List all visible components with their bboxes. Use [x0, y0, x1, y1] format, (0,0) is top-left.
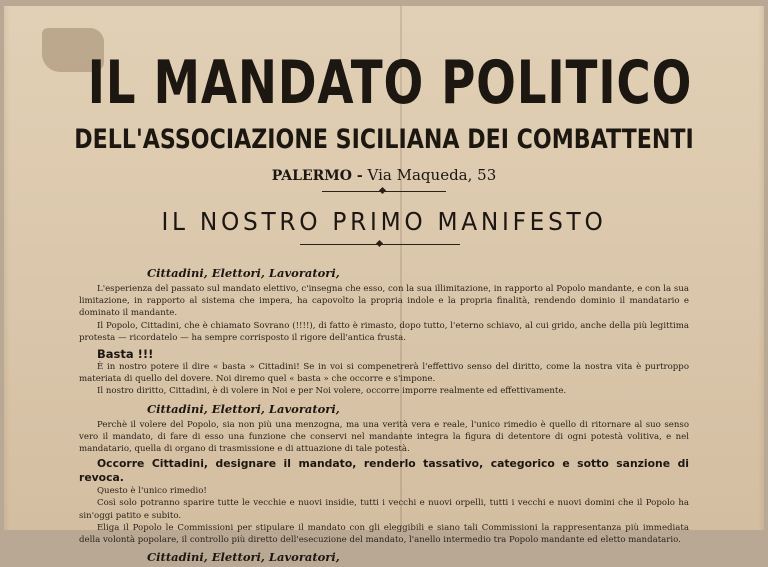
greeting: Cittadini, Elettori, Lavoratori, [147, 401, 340, 416]
body-paragraph: L'esperienza del passato sul mandato elettivo, c'insegna che esso, con la sua illimitazione, in rapporto al Popolo mandante, e con la sua limitazione, in rapporto al sistema che impera, ha capovolto la propria indole e la propria finalità, rendendo dominio il mandatario e dominato il mandante. [79, 284, 689, 319]
basta-heading: Basta !!! [97, 347, 154, 362]
poster-sheet [4, 6, 764, 565]
ornament-dot-top [379, 187, 386, 194]
occorre-heading: Occorre Cittadini, designare il mandato, renderlo tassativo, categorico e sotto sanzione di revoca. [79, 457, 689, 484]
body-paragraph: È in nostro potere il dire « basta » Cittadini! Se in voi si compenetrerà l'effettivo senso del diritto, come la nostra vita è purtroppo materiata di quello del dovere. Noi diremo quel « basta » che occorre e s'impone. [79, 362, 689, 385]
poster-address [4, 166, 764, 185]
ornament-dot-bottom [376, 240, 383, 247]
address-city: PALERMO - [271, 168, 363, 184]
address-street: Via Maqueda, 53 [367, 166, 497, 184]
body-paragraph: Così solo potranno sparire tutte le vecchie e nuovi insidie, tutti i vecchi e nuovi orpelli, tutti i vecchi e nuovi domini che il Popolo ha sin'oggi patito e subito. [79, 498, 689, 521]
body-paragraph: Perchè il volere del Popolo, sia non più una menzogna, ma una verità vera e reale, l'unico rimedio è quello di ritornare al suo senso vero il mandato, di fare di esso una funzione che conservi nel mandante integra la figura di detentore di ogni potestà volitiva, e nel mandatario, quella di organo di trasmissione e di attuazione di tale potestà. [79, 419, 689, 455]
body-paragraph: Il Popolo, Cittadini, che è chiamato Sovrano (!!!!), di fatto è rimasto, dopo tutto, l'eterno schiavo, al cui grido, anche della più legittima protesta — ricordatelo — ha sempre corrisposto il rigore dell'antica frusta. [79, 320, 689, 343]
poster-title: IL MANDATO POLITICO [87, 48, 693, 118]
body-paragraph: Eliga il Popolo le Commissioni per stipulare il mandato con gli eleggibili e siano tali Commissioni la rappresentanza più immediata della volontà popolare, il controllo più diretto dell'esecuzione del mandato, l'anello intermedio tra Popolo mandante ed eletto mandatario. [79, 522, 689, 546]
greeting: Cittadini, Elettori, Lavoratori, [147, 550, 340, 565]
manifesto-heading: IL NOSTRO PRIMO MANIFESTO [161, 207, 607, 236]
manifesto-body [79, 262, 689, 567]
body-paragraph: Il nostro diritto, Cittadini, è di volere in Noi e per Noi volere, occorre imporre realmente ed effettivamente. [97, 386, 567, 397]
poster-subtitle: DELL'ASSOCIAZIONE SICILIANA DEI COMBATTENTI [74, 124, 694, 155]
greeting: Cittadini, Elettori, Lavoratori, [147, 266, 340, 280]
body-paragraph: Questo è l'unico rimedio! [97, 486, 207, 497]
